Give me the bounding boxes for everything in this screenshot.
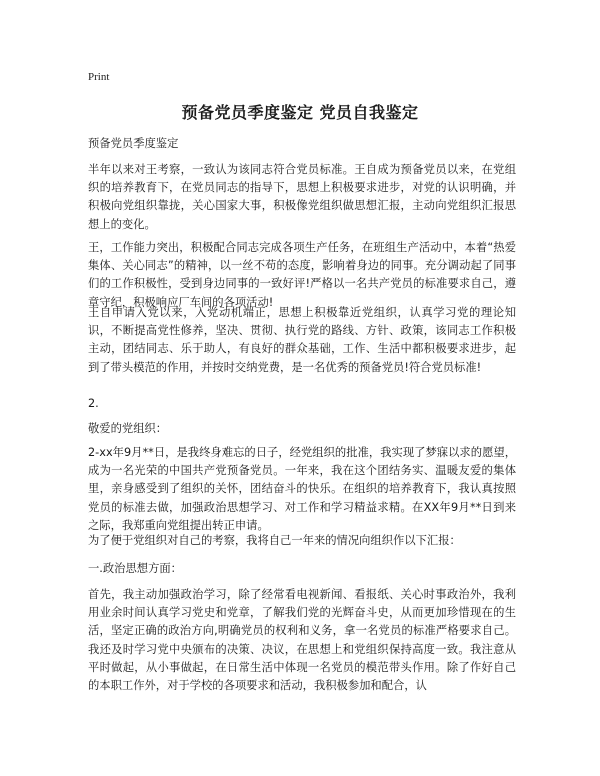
paragraph-3: 王自申请入党以来，入党动机端正，思想上积极靠近党组织，认真学习党的理论知识，不断提高党性修养，坚决、贯彻、执行党的路线、方针、政策，该同志工作积极主动，团结同志、乐于助人，有良好的群众基础，工作、生活中都积极要求进步，起到了带头模范的作用，并按时交纳党费，是一名优秀的预备党员!符合党员标准! xyxy=(88,306,516,374)
paragraph-6: 首先，我主动加强政治学习，除了经常看电视新闻、看报纸、关心时事政治外，我利用业余时间认真学习党史和党章，了解我们党的光辉奋斗史，从而更加珍惜现在的生活，坚定正确的政治方向,明确党员的权利和义务，拿一名党员的标准严格要求自己。我还及时学习党中央颁布的决策、决议，在思想上和党组织保持高度一致。我注意从平时做起，从小事做起，在日常生活中体现一名党员的模范带头作用。除了作好自己的本职工作外，对于学校的各项要求和活动，我积极参加和配合，认 xyxy=(88,588,516,693)
document-title: 预备党员季度鉴定 党员自我鉴定 xyxy=(181,103,419,122)
paragraph-1: 半年以来对王考察，一致认为该同志符合党员标准。王自成为预备党员以来，在党组织的培养教育下，在党员同志的指导下，思想上积极要求进步，对党的认识明确，并积极向党组织靠拢，关心国家大事，积极像党组织做思想汇报，主动向党组织汇报思想上的变化。 xyxy=(88,163,516,231)
paragraph-5: 为了便于党组织对自己的考察，我将自己一年来的情况向组织作以下汇报： xyxy=(88,534,461,547)
paragraph-2: 王，工作能力突出，积极配合同志完成各项生产任务，在班组生产活动中，本着“热爱集体、关心同志”的精神，以一丝不苟的态度，影响着身边的同事。充分调动起了同事们的工作积极性，受到身边同事的一致好评!严格以一名共产党员的标准要求自己，遵章守纪，积极响应厂车间的各项活动! xyxy=(88,241,516,309)
section-number: 2. xyxy=(88,397,99,410)
subtitle: 预备党员季度鉴定 xyxy=(88,137,179,150)
section-heading: 一.政治思想方面： xyxy=(88,562,182,575)
print-label: Print xyxy=(88,71,110,83)
salutation: 敬爱的党组织： xyxy=(88,422,168,435)
paragraph-4: 2-xx年9月**日，是我终身难忘的日子，经党组织的批准，我实现了梦寐以求的愿望，成为一名光荣的中国共产党预备党员。一年来，我在这个团结务实、温暖友爱的集体里，亲身感受到了组织的关怀，团结奋斗的快乐。在组织的培养教育下，我认真按照党员的标准去做，加强政治思想学习、对工作和学习精益求精。在XX年9月**日到来之际，我郑重向党组提出转正申请。 xyxy=(88,446,516,532)
